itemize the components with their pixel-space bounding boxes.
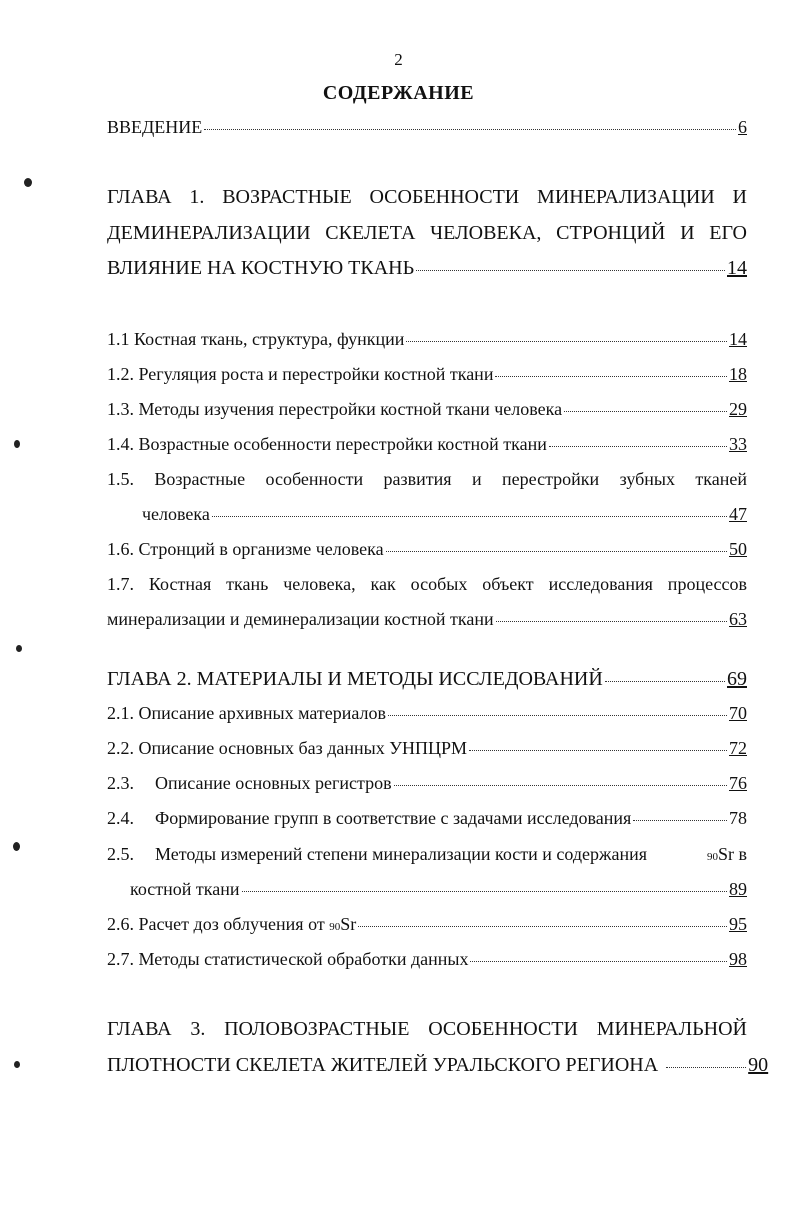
toc-entry-2-2[interactable] xyxy=(107,739,747,757)
scan-blot xyxy=(14,440,20,448)
chapter-1-heading-line-2[interactable]: ДЕМИНЕРАЛИЗАЦИИ СКЕЛЕТА ЧЕЛОВЕКА, СТРОНЦИЙ И ЕГО xyxy=(107,222,747,244)
page-title: СОДЕРЖАНИЕ xyxy=(322,82,475,104)
toc-entry-number: 2.3. xyxy=(107,773,134,793)
toc-entry-page: 72 xyxy=(729,738,747,758)
toc-entry-page: 95 xyxy=(729,914,747,934)
chapter-3-heading-line-1[interactable]: ГЛАВА 3. ПОЛОВОЗРАСТНЫЕ ОСОБЕННОСТИ МИНЕРАЛЬНОЙ xyxy=(107,1018,747,1040)
toc-entry-number: 2.5. xyxy=(107,844,134,864)
toc-entry-page: 14 xyxy=(727,257,747,279)
toc-entry-page: 70 xyxy=(729,703,747,723)
toc-entry-1-4[interactable] xyxy=(107,435,747,453)
toc-entry-2-7[interactable] xyxy=(107,950,747,968)
isotope-symbol: Sr xyxy=(340,914,357,934)
toc-entry-label: Описание основных регистров xyxy=(155,773,392,793)
toc-entry-label: Формирование групп в соответствие с задачами исследования xyxy=(155,808,632,828)
dot-leader xyxy=(388,715,727,716)
dot-leader xyxy=(416,270,725,271)
toc-entry-1-6[interactable] xyxy=(107,540,747,558)
toc-entry-intro[interactable] xyxy=(107,118,747,136)
dot-leader xyxy=(386,551,727,552)
toc-entry-page: 63 xyxy=(729,609,747,629)
toc-entry-page: 29 xyxy=(729,399,747,419)
dot-leader xyxy=(242,891,728,892)
toc-entry-1-7[interactable] xyxy=(107,610,747,628)
toc-entry-label: 2.7. Методы статистической обработки данных xyxy=(107,949,469,969)
scan-blot xyxy=(14,1061,20,1068)
toc-entry-2-4[interactable] xyxy=(107,809,747,827)
toc-entry-page: 76 xyxy=(729,773,747,793)
toc-entry-page: 6 xyxy=(738,117,747,137)
scan-blot xyxy=(24,178,32,187)
toc-entry-label: ГЛАВА 2. МАТЕРИАЛЫ И МЕТОДЫ ИССЛЕДОВАНИЙ xyxy=(107,668,603,690)
toc-entry-page: 69 xyxy=(727,668,747,690)
toc-entry-label: 1.1 Костная ткань, структура, функции xyxy=(107,329,405,349)
toc-entry-label: 1.6. Стронций в организме человека xyxy=(107,539,384,559)
toc-entry-2-3[interactable] xyxy=(107,774,747,792)
toc-entry-1-2[interactable] xyxy=(107,365,747,383)
toc-entry-label: человека xyxy=(142,504,210,524)
dot-leader xyxy=(564,411,727,412)
toc-entry-label: минерализации и деминерализации костной ткани xyxy=(107,609,494,629)
toc-entry-label: ВВЕДЕНИЕ xyxy=(107,117,203,137)
dot-leader xyxy=(470,961,727,962)
toc-entry-label: 1.2. Регуляция роста и перестройки костной ткани xyxy=(107,364,494,384)
toc-entry-1-1[interactable] xyxy=(107,330,747,348)
toc-entry-1-5-line-1[interactable]: 1.5. Возрастные особенности развития и перестройки зубных тканей xyxy=(107,469,747,489)
toc-entry-2-1[interactable] xyxy=(107,704,747,722)
toc-entry-chapter-3[interactable] xyxy=(107,1054,769,1076)
toc-entry-1-3[interactable] xyxy=(107,400,747,418)
dot-leader xyxy=(633,820,727,821)
toc-entry-page: 14 xyxy=(729,329,747,349)
scan-blot xyxy=(13,842,20,851)
toc-entry-label: 2.6. Расчет доз облучения от xyxy=(107,914,325,934)
dot-leader xyxy=(204,129,736,130)
isotope-symbol: Sr в xyxy=(717,844,747,864)
toc-entry-2-5[interactable] xyxy=(130,880,747,898)
dot-leader xyxy=(666,1067,746,1068)
toc-entry-1-7-line-1[interactable]: 1.7. Костная ткань человека, как особых объект исследования процессов xyxy=(107,574,747,594)
page-number: 2 xyxy=(394,50,403,69)
dot-leader xyxy=(605,681,725,682)
toc-entry-label: 2.2. Описание основных баз данных УНПЦРМ xyxy=(107,738,468,758)
dot-leader xyxy=(406,341,727,342)
dot-leader xyxy=(496,621,727,622)
toc-entry-label: 1.4. Возрастные особенности перестройки костной ткани xyxy=(107,434,547,454)
toc-entry-label: Методы измерений степени минерализации кости и содержания xyxy=(155,844,648,864)
dot-leader xyxy=(358,926,727,927)
chapter-1-heading-line-1[interactable]: ГЛАВА 1. ВОЗРАСТНЫЕ ОСОБЕННОСТИ МИНЕРАЛИЗАЦИИ И xyxy=(107,186,747,208)
toc-entry-page: 18 xyxy=(729,364,747,384)
toc-entry-1-5[interactable] xyxy=(142,505,747,523)
toc-entry-page: 47 xyxy=(729,504,747,524)
toc-entry-label: 2.1. Описание архивных материалов xyxy=(107,703,386,723)
dot-leader xyxy=(549,446,727,447)
toc-entry-number: 2.4. xyxy=(107,808,134,828)
toc-entry-2-5-line-1[interactable]: 2.5. Методы измерений степени минерализации кости и содержания 90 Sr в xyxy=(107,844,747,864)
toc-entry-label: 1.3. Методы изучения перестройки костной ткани человека xyxy=(107,399,563,419)
toc-entry-label: ПЛОТНОСТИ СКЕЛЕТА ЖИТЕЛЕЙ УРАЛЬСКОГО РЕГИОНА xyxy=(107,1054,659,1076)
toc-entry-chapter-1[interactable] xyxy=(107,258,747,278)
dot-leader xyxy=(469,750,727,751)
toc-entry-page: 90 xyxy=(748,1054,769,1076)
toc-entry-page: 50 xyxy=(729,539,747,559)
toc-entry-page: 98 xyxy=(729,949,747,969)
toc-entry-page: 78 xyxy=(729,808,747,828)
toc-entry-label: ВЛИЯНИЕ НА КОСТНУЮ ТКАНЬ xyxy=(107,257,415,279)
dot-leader xyxy=(495,376,727,377)
dot-leader xyxy=(394,785,727,786)
toc-entry-page: 33 xyxy=(729,434,747,454)
toc-entry-page: 89 xyxy=(729,879,747,899)
scan-blot xyxy=(16,645,22,652)
toc-entry-label: костной ткани xyxy=(130,879,240,899)
dot-leader xyxy=(212,516,727,517)
toc-entry-2-6[interactable]: 2.6. Расчет доз облучения от 90 Sr 95 xyxy=(107,914,747,934)
toc-entry-chapter-2[interactable] xyxy=(107,669,747,689)
